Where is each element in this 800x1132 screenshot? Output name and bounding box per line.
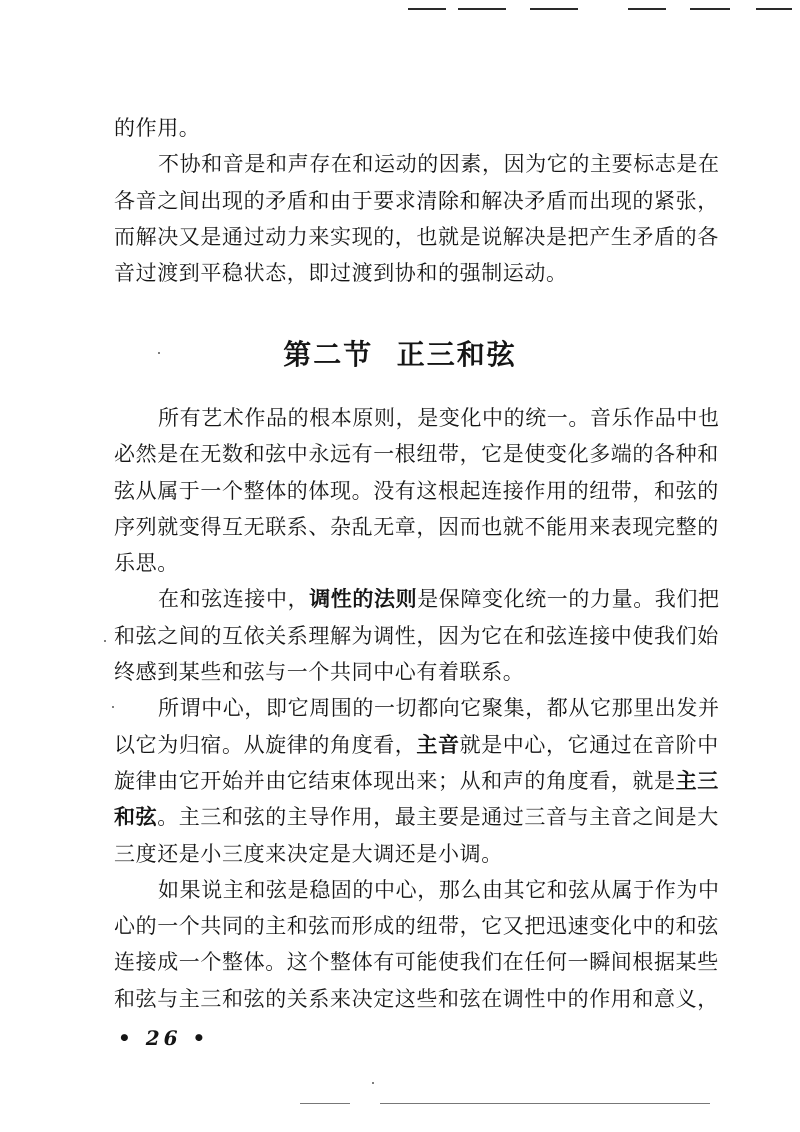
paragraph-tonality: 在和弦连接中，调性的法则是保障变化统一的力量。我们把 和弦之间的互依关系理解为调性，因为它在和弦连接中使我们始 终感到某些和弦与一个共同中心有着联系。 [114, 586, 720, 685]
page-number: • 26 • [118, 1026, 210, 1050]
scan-speck [104, 640, 106, 642]
scan-artifact [458, 8, 506, 10]
scan-artifact [300, 1103, 350, 1104]
bold-term: 主音 [416, 731, 460, 757]
scan-artifact [530, 8, 578, 10]
paragraph-tonic-chord: 如果说主和弦是稳固的中心，那么由其它和弦从属于作为中 心的一个共同的主和弦而形成的纽带，它又把迅速变化中的和弦 连接成一个整体。这个整体有可能使我们在任何一瞬间根据某些 和弦与主三和弦的关系来决定这些和弦在调性中的作用和意义， [114, 877, 720, 1011]
scan-artifact [756, 8, 792, 10]
scan-artifact [628, 8, 666, 10]
paragraph-principle: 所有艺术作品的根本原则，是变化中的统一。音乐作品中也 必然是在无数和弦中永远有一根纽带，它是使变化多端的各种和 弦从属于一个整体的体现。没有这根起连接作用的纽带，和弦的 序列就变得互无联系、杂乱无章，因而也就不能用来表现完整的 乐思。 [114, 406, 720, 576]
page-body-main [114, 400, 720, 1017]
section-heading: 第二节 正三和弦 [283, 338, 517, 371]
paragraph-continuation: 的作用。 [114, 116, 201, 140]
scan-artifact [408, 8, 446, 10]
bold-term: 和弦 [114, 804, 158, 830]
page-body-top [114, 110, 720, 291]
scan-speck [372, 1082, 374, 1084]
bold-term: 调性的法则 [309, 586, 418, 612]
bold-term: 主三 [675, 767, 719, 793]
scan-artifact [380, 1103, 710, 1104]
paragraph-center: 所谓中心，即它周围的一切都向它聚集，都从它那里出发并 以它为归宿。从旋律的角度看，主音就是中心，它通过在音阶中 旋律由它开始并由它结束体现出来；从和声的角度看，就是主三 和弦。主三和弦的主导作用，最主要是通过三音与主音之间是大 三度还是小三度来决定是大调还是小调。 [114, 696, 720, 866]
scan-artifact [690, 8, 730, 10]
paragraph-dissonance: 不协和音是和声存在和运动的因素，因为它的主要标志是在 各音之间出现的矛盾和由于要求清除和解决矛盾而出现的紧张， 而解决又是通过动力来实现的，也就是说解决是把产生矛盾的各 音过渡到平稳状态，即过渡到协和的强制运动。 [114, 152, 720, 286]
